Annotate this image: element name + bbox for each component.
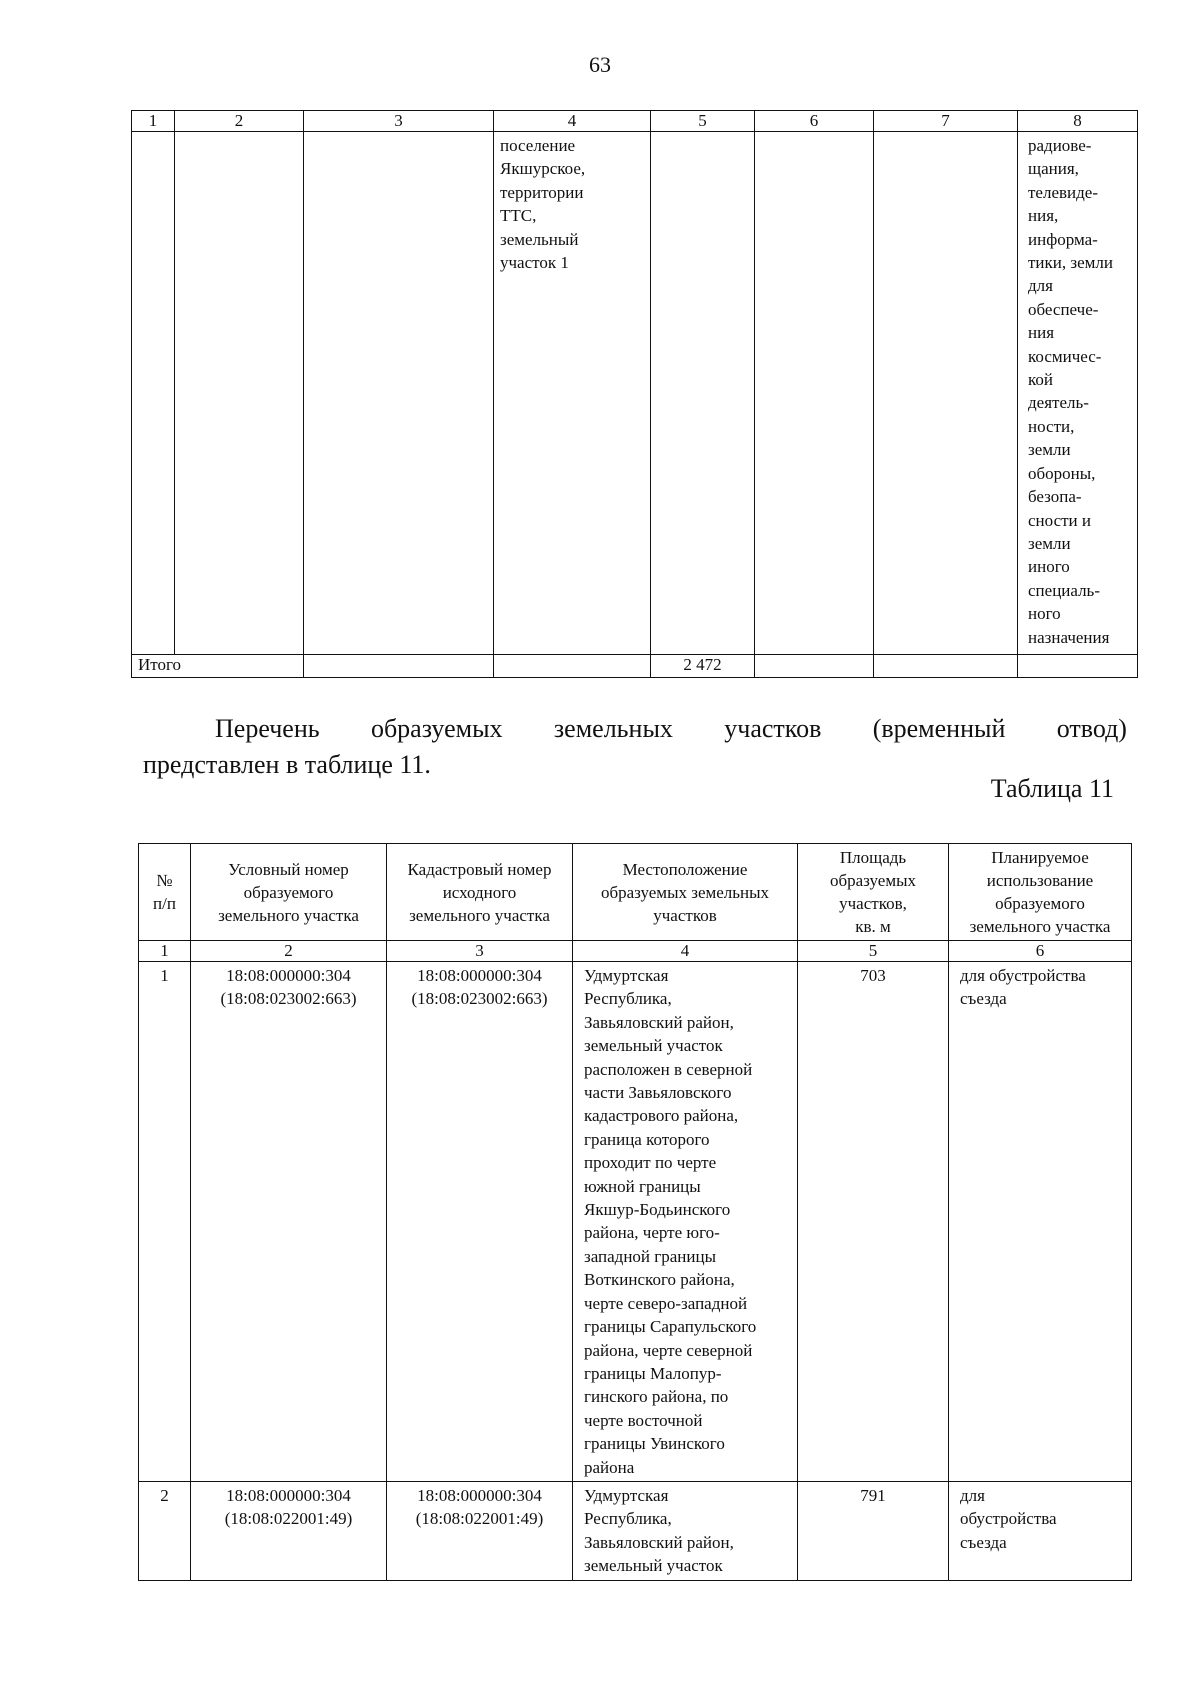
cell-empty: [874, 655, 1018, 678]
text-line: границы Малопур-: [584, 1363, 722, 1383]
text-line: 18:08:000000:304: [226, 1485, 351, 1505]
cell-empty: [304, 655, 494, 678]
text-line: для: [960, 1485, 985, 1505]
paragraph-line-2: представлен в таблице 11.: [143, 750, 431, 779]
text-line: Завьяловский район,: [584, 1532, 734, 1552]
cell-empty: [132, 132, 175, 655]
col-num-6: 6: [949, 941, 1132, 962]
word: образуемых: [370, 714, 503, 743]
text-line: сности и: [1028, 510, 1091, 530]
text-line: Республика,: [584, 989, 672, 1009]
text-line: п/п: [153, 894, 176, 913]
word: Перечень: [215, 714, 320, 743]
text-line: черте восточной: [584, 1410, 703, 1430]
text-line: исходного: [442, 882, 517, 902]
text-line: Удмуртская: [584, 1485, 669, 1505]
total-label: Итого: [132, 655, 304, 678]
text-line: проходит по черте: [584, 1153, 717, 1173]
header-num: [139, 844, 191, 941]
cell-location: [494, 132, 651, 655]
text-line: съезда: [960, 989, 1007, 1009]
text-line: телевиде-: [1028, 182, 1098, 202]
text-line: 18:08:000000:304: [417, 966, 542, 985]
cell-empty: [755, 655, 874, 678]
header-area: [798, 844, 949, 941]
text-line: специаль-: [1028, 580, 1100, 600]
table-continued: [131, 110, 1138, 678]
text-line: земельный: [500, 229, 579, 249]
text-line: части Завьяловского: [584, 1083, 732, 1103]
text-line: назначения: [1028, 627, 1110, 647]
text-line: кадастрового района,: [584, 1106, 739, 1126]
header-planned-use: [949, 844, 1132, 941]
location: [573, 1481, 798, 1580]
text-line: расположен в северной: [584, 1059, 753, 1079]
cell-empty: [874, 132, 1018, 655]
text-line: тики, земли: [1028, 253, 1113, 273]
area: 791: [798, 1481, 949, 1580]
cell-land-category: [1018, 132, 1138, 655]
text-line: радиове-: [1028, 136, 1092, 155]
header-location: [573, 844, 798, 941]
text-line: Удмуртская: [584, 966, 669, 985]
text-line: информа-: [1028, 229, 1098, 249]
text-line: южной границы: [584, 1176, 701, 1196]
text-line: (18:08:023002:663): [220, 989, 357, 1009]
col-num-5: 5: [798, 941, 949, 962]
text-line: поселение: [500, 136, 576, 155]
text-line: района, черте юго-: [584, 1223, 720, 1243]
cadastral-number: [387, 1481, 573, 1580]
text-line: деятель-: [1028, 393, 1089, 413]
text-line: Республика,: [584, 1509, 672, 1529]
col-num-2: 2: [191, 941, 387, 962]
col-num-1: 1: [139, 941, 191, 962]
text-line: Якшурское,: [500, 159, 586, 179]
text-line: обороны,: [1028, 463, 1096, 483]
word: земельных: [553, 714, 673, 743]
text-line: земельного участка: [409, 905, 550, 925]
text-line: 18:08:000000:304: [417, 1485, 542, 1505]
text-line: №: [156, 871, 173, 890]
text-line: обустройства: [960, 1509, 1057, 1529]
text-line: границы Сарапульского: [584, 1317, 757, 1337]
col-num-3: 3: [304, 111, 494, 132]
header-row: [139, 844, 1132, 941]
text-line: космичес-: [1028, 346, 1102, 366]
text-line: границы Увинского: [584, 1434, 725, 1454]
text-line: для обустройства: [960, 966, 1086, 985]
col-num-8: 8: [1018, 111, 1138, 132]
word: (временный: [872, 714, 1006, 743]
planned-use: [949, 1481, 1132, 1580]
table-row: [139, 962, 1132, 1482]
text-line: черте северо-западной: [584, 1293, 748, 1313]
cell-empty: [1018, 655, 1138, 678]
col-num-4: 4: [494, 111, 651, 132]
text-line: Якшур-Бодьинского: [584, 1200, 731, 1220]
text-line: (18:08:022001:49): [224, 1509, 353, 1529]
text-line: земельный участок: [584, 1036, 723, 1056]
text-line: съезда: [960, 1532, 1007, 1552]
cell-empty: [755, 132, 874, 655]
row-number: 2: [139, 1481, 191, 1580]
column-number-row: [132, 111, 1138, 132]
text-line: кой: [1028, 370, 1053, 390]
text-line: образуемых земельных: [600, 882, 770, 902]
text-line: для: [1028, 276, 1053, 296]
text-line: обеспече-: [1028, 299, 1099, 319]
cell-empty: [494, 655, 651, 678]
body-paragraph: [143, 711, 1127, 783]
text-line: Местоположение: [622, 859, 748, 879]
col-num-7: 7: [874, 111, 1018, 132]
text-line: (18:08:022001:49): [415, 1509, 544, 1529]
page-number: 63: [589, 52, 611, 77]
header-cadastral-number: [387, 844, 573, 941]
word: отвод): [1056, 714, 1127, 743]
text-line: района, черте северной: [584, 1340, 753, 1360]
text-line: ного: [1028, 604, 1061, 624]
planned-use: [949, 962, 1132, 1482]
cadastral-number: [387, 962, 573, 1482]
cell-empty: [651, 132, 755, 655]
table-row: [139, 1481, 1132, 1580]
word: участков: [724, 714, 822, 743]
col-num-2: 2: [175, 111, 304, 132]
text-line: Планируемое: [991, 848, 1089, 867]
text-line: ния,: [1028, 206, 1059, 226]
table-caption: Таблица 11: [990, 774, 1114, 803]
col-num-6: 6: [755, 111, 874, 132]
row-number: 1: [139, 962, 191, 1482]
area: 703: [798, 962, 949, 1482]
text-line: земельного участка: [218, 905, 359, 925]
cell-empty: [304, 132, 494, 655]
paragraph-line-1: [143, 711, 1127, 747]
text-line: участков: [653, 905, 717, 925]
text-line: (18:08:023002:663): [411, 989, 548, 1009]
text-line: ности,: [1028, 416, 1075, 436]
text-line: Площадь: [839, 848, 907, 867]
text-line: гинского района, по: [584, 1387, 729, 1407]
text-line: 18:08:000000:304: [226, 966, 351, 985]
text-line: района: [584, 1457, 635, 1477]
text-line: иного: [1028, 557, 1070, 577]
text-line: образуемого: [243, 882, 334, 902]
text-line: Кадастровый номер: [407, 859, 552, 879]
conditional-number: [191, 962, 387, 1482]
col-num-1: 1: [132, 111, 175, 132]
text-line: ния: [1028, 323, 1055, 343]
col-num-3: 3: [387, 941, 573, 962]
header-conditional-number: [191, 844, 387, 941]
text-line: Завьяловский район,: [584, 1012, 734, 1032]
text-line: участок 1: [500, 253, 569, 273]
text-line: участков,: [839, 894, 907, 913]
text-line: земли: [1028, 440, 1071, 460]
total-value: 2 472: [651, 655, 755, 678]
text-line: западной границы: [584, 1246, 717, 1266]
table-row: [132, 132, 1138, 655]
text-line: кв. м: [855, 917, 891, 936]
text-line: образуемых: [829, 871, 917, 890]
text-line: щания,: [1028, 159, 1079, 179]
text-line: земли: [1028, 533, 1071, 553]
column-number-row: [139, 941, 1132, 962]
table-11: [138, 843, 1132, 1581]
location: [573, 962, 798, 1482]
conditional-number: [191, 1481, 387, 1580]
col-num-4: 4: [573, 941, 798, 962]
text-line: Условный номер: [228, 859, 349, 879]
text-line: граница которого: [584, 1129, 710, 1149]
text-line: Воткинского района,: [584, 1270, 735, 1290]
text-line: безопа-: [1028, 487, 1082, 507]
col-num-5: 5: [651, 111, 755, 132]
text-line: ТТС,: [500, 206, 537, 226]
text-line: земельный участок: [584, 1556, 723, 1576]
text-line: использование: [986, 871, 1094, 890]
text-line: образуемого: [995, 894, 1085, 913]
text-line: территории: [500, 182, 584, 202]
cell-empty: [175, 132, 304, 655]
text-line: земельного участка: [969, 917, 1111, 936]
total-row: [132, 655, 1138, 678]
